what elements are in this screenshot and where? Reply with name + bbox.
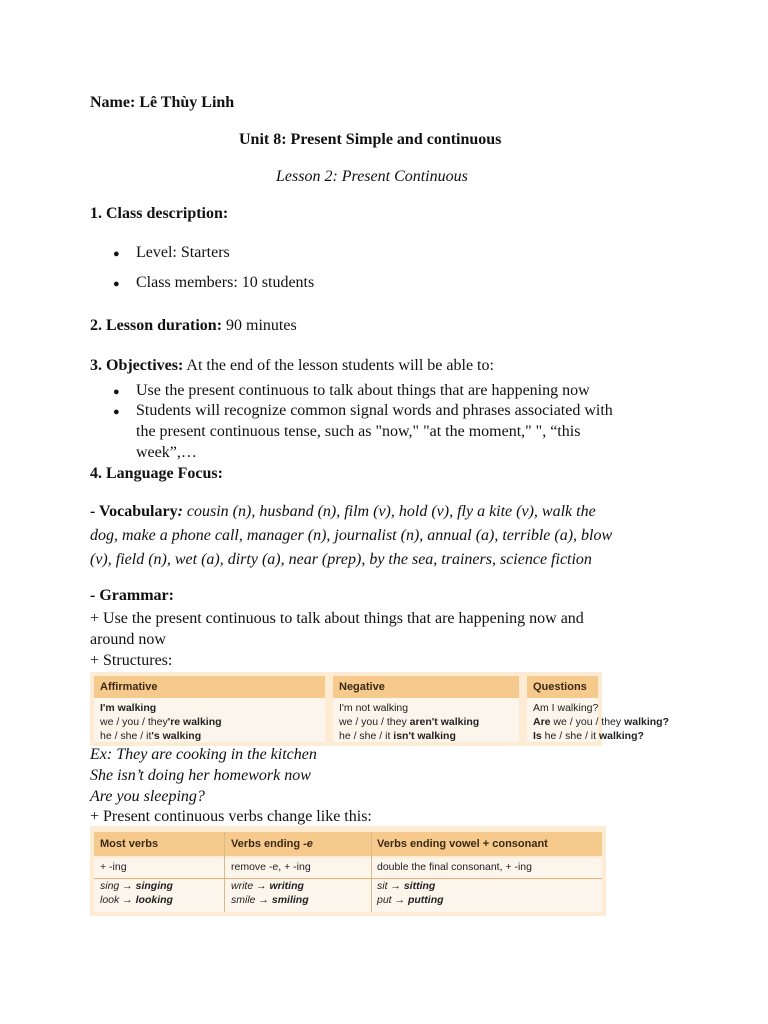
spelling-rule-vowel-consonant: double the final consonant, + -ing — [377, 861, 532, 873]
objective-item: Use the present continuous to talk about things that are happening now — [136, 382, 590, 399]
affirmative-line: I'm walking — [100, 702, 157, 714]
negative-subject: he / she / it — [339, 730, 394, 742]
vocabulary-line: cousin (n), husband (n), film (v), hold (v), fly a kite (v), walk the — [182, 503, 596, 520]
affirmative-verb: 's walking — [151, 730, 202, 742]
questions-column — [527, 676, 669, 742]
grammar-line: + Structures: — [90, 652, 173, 669]
grammar-label: - Grammar: — [90, 587, 174, 604]
base-verb: look — [100, 894, 120, 906]
bullet-dot: ● — [113, 386, 120, 398]
vocabulary-block — [90, 500, 612, 572]
objective-item-cont: week”,… — [136, 444, 197, 461]
vocabulary-colon: : — [177, 503, 183, 520]
row-divider — [94, 878, 602, 879]
arrow-icon: → — [387, 880, 404, 892]
structures-table — [90, 672, 669, 746]
objectives-heading: 3. Objectives: — [90, 357, 184, 374]
questions-line — [533, 730, 644, 742]
spelling-header-most-verbs: Most verbs — [100, 838, 159, 850]
bullet-dot: ● — [113, 278, 120, 290]
negative-line — [339, 730, 456, 742]
spelling-header-ending-e-text: Verbs ending - — [231, 838, 307, 850]
spelling-example — [231, 894, 309, 906]
negative-subject: we / you / they — [339, 716, 410, 728]
ing-form: putting — [407, 894, 444, 906]
bullet-dot: ● — [113, 406, 120, 418]
vocabulary-line: (v), field (n), wet (a), dirty (a), near (prep), by the sea, trainers, science fiction — [90, 551, 592, 568]
arrow-icon: → — [119, 880, 136, 892]
questions-verb: walking? — [624, 716, 669, 728]
ing-form: smiling — [271, 894, 309, 906]
class-level: Level: Starters — [136, 244, 230, 261]
lesson-title: Lesson 2: Present Continuous — [276, 168, 468, 185]
grammar-line: + Use the present continuous to talk about things that are happening now and — [90, 610, 584, 627]
spelling-rule-most-verbs: + -ing — [100, 861, 127, 873]
example-line: Are you sleeping? — [90, 788, 205, 805]
spelling-example — [377, 894, 444, 906]
class-description-heading: 1. Class description: — [90, 205, 229, 222]
ing-form: singing — [135, 880, 173, 892]
ing-form: writing — [269, 880, 304, 892]
questions-line — [533, 716, 669, 728]
vocabulary-line: dog, make a phone call, manager (n), journalist (n), annual (a), terrible (a), blow — [90, 527, 613, 544]
spelling-header-ending-e — [231, 838, 313, 850]
lesson-duration-heading: 2. Lesson duration: — [90, 317, 223, 334]
student-name: Name: Lê Thùy Linh — [90, 94, 235, 111]
affirmative-line — [100, 716, 222, 728]
ing-form: looking — [135, 894, 173, 906]
negative-verb: isn't walking — [393, 730, 456, 742]
affirmative-header: Affirmative — [94, 676, 325, 698]
affirmative-subject: we / you / they — [100, 716, 168, 728]
lesson-duration — [90, 317, 297, 335]
base-verb: write — [231, 880, 254, 892]
spelling-header-e: e — [306, 838, 313, 850]
spelling-header-vowel-consonant: Verbs ending vowel + consonant — [377, 838, 548, 850]
spelling-example — [100, 894, 173, 906]
class-members: Class members: 10 students — [136, 274, 315, 291]
objective-item-cont: the present continuous tense, such as "now," "at the moment," ", “this — [136, 423, 581, 440]
questions-line: Am I walking? — [533, 702, 599, 714]
questions-aux: Are — [533, 716, 551, 728]
affirmative-verb: 're walking — [167, 716, 222, 728]
negative-column — [333, 676, 519, 742]
example-line: Ex: They are cooking in the kitchen — [90, 746, 317, 763]
negative-line — [339, 716, 479, 728]
language-focus-heading: 4. Language Focus: — [90, 465, 223, 482]
base-verb: sing — [100, 880, 120, 892]
column-divider — [371, 832, 372, 912]
arrow-icon: → — [253, 880, 270, 892]
objectives-intro: At the end of the lesson students will be able to: — [183, 357, 494, 374]
column-divider — [224, 832, 225, 912]
affirmative-column — [94, 676, 325, 742]
grammar-line: around now — [90, 631, 166, 648]
spelling-example — [231, 880, 304, 892]
arrow-icon: → — [255, 894, 272, 906]
vocabulary-label: - Vocabulary — [90, 503, 178, 520]
unit-title: Unit 8: Present Simple and continuous — [239, 131, 502, 148]
affirmative-subject: he / she / it — [100, 730, 152, 742]
examples-block — [90, 744, 317, 807]
objective-item: Students will recognize common signal words and phrases associated with — [136, 402, 613, 419]
negative-verb: aren't walking — [409, 716, 480, 728]
arrow-icon: → — [119, 894, 136, 906]
affirmative-line — [100, 730, 201, 742]
questions-subject: he / she / it — [541, 730, 599, 742]
questions-subject: we / you / they — [550, 716, 625, 728]
spelling-intro: + Present continuous verbs change like this: — [90, 808, 372, 825]
base-verb: sit — [377, 880, 388, 892]
base-verb: smile — [231, 894, 256, 906]
negative-header: Negative — [333, 676, 519, 698]
negative-line: I'm not walking — [339, 702, 409, 714]
arrow-icon: → — [391, 894, 408, 906]
questions-header: Questions — [527, 676, 598, 698]
spelling-example — [377, 880, 435, 892]
example-line: She isn’t doing her homework now — [90, 767, 311, 784]
spelling-example — [100, 880, 173, 892]
questions-aux: Is — [533, 730, 542, 742]
objectives — [90, 357, 494, 375]
spelling-table — [90, 826, 606, 916]
lesson-duration-value: 90 minutes — [222, 317, 297, 334]
questions-verb: walking? — [598, 730, 644, 742]
ing-form: sitting — [403, 880, 436, 892]
bullet-dot: ● — [113, 248, 120, 260]
base-verb: put — [377, 894, 392, 906]
spelling-rule-ending-e: remove -e, + -ing — [231, 861, 311, 873]
